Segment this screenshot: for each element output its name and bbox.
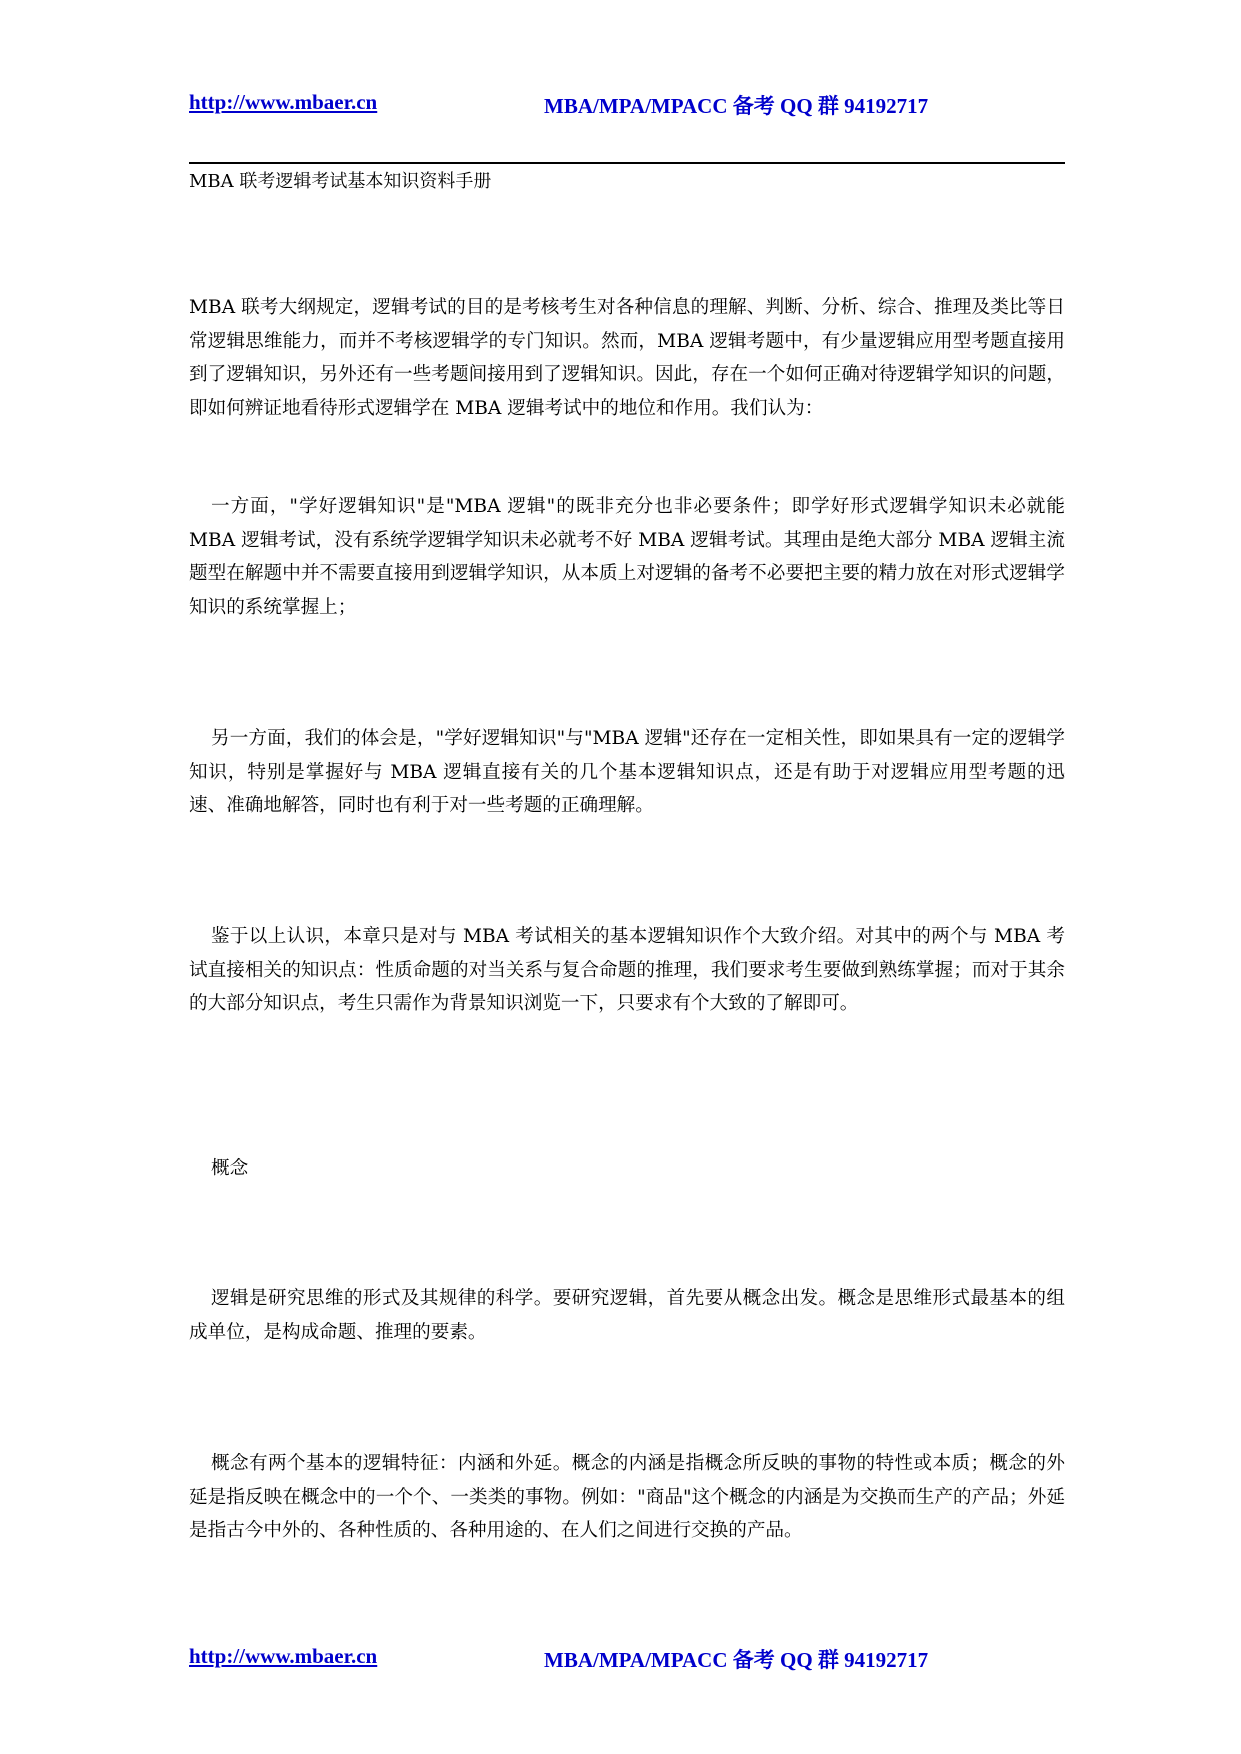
document-title: MBA 联考逻辑考试基本知识资料手册 [189, 171, 492, 192]
page-header [189, 90, 1059, 120]
footer-qq-group: MBA/MPA/MPACC 备考 QQ 群 94192717 [544, 1648, 929, 1672]
header-website-link[interactable]: http://www.mbaer.cn [189, 90, 378, 114]
paragraph-intro: MBA 联考大纲规定，逻辑考试的目的是考核考生对各种信息的理解、判断、分析、综合、推理及类比等日常逻辑思维能力，而并不考核逻辑学的专门知识。然而，MBA 逻辑考题中，有少量逻辑应用型考题直接用到了逻辑知识，另外还有一些考题间接用到了逻辑知识。因此，存在一个如何正确对待逻辑学知识的问题，即如何辨证地看待形式逻辑学在 MBA 逻辑考试中的地位和作用。我们认为： [189, 297, 1065, 419]
paragraph-concept-features: 概念有两个基本的逻辑特征：内涵和外延。概念的内涵是指概念所反映的事物的特性或本质；概念的外延是指反映在概念中的一个个、一类类的事物。例如："商品"这个概念的内涵是为交换而生产的产品；外延是指古今中外的、各种性质的、各种用途的、在人们之间进行交换的产品。 [189, 1453, 1065, 1541]
page-footer [189, 1644, 1059, 1674]
paragraph-conclusion: 鉴于以上认识，本章只是对与 MBA 考试相关的基本逻辑知识作个大致介绍。对其中的两个与 MBA 考试直接相关的知识点：性质命题的对当关系与复合命题的推理，我们要求考生要做到熟练掌握；而对于其余的大部分知识点，考生只需作为背景知识浏览一下，只要求有个大致的了解即可。 [189, 926, 1065, 1014]
header-rule [189, 162, 1065, 164]
paragraph-one-hand: 一方面，"学好逻辑知识"是"MBA 逻辑"的既非充分也非必要条件；即学好形式逻辑学知识未必就能 MBA 逻辑考试，没有系统学逻辑学知识未必就考不好 MBA 逻辑考试。其理由是绝大部分 MBA 逻辑主流题型在解题中并不需要直接用到逻辑学知识，从本质上对逻辑的备考不必要把主要的精力放在对形式逻辑学知识的系统掌握上； [189, 496, 1065, 618]
section-heading-concept: 概念 [211, 1158, 249, 1179]
header-qq-group: MBA/MPA/MPACC 备考 QQ 群 94192717 [544, 94, 929, 118]
paragraph-other-hand: 另一方面，我们的体会是，"学好逻辑知识"与"MBA 逻辑"还存在一定相关性，即如果具有一定的逻辑学知识，特别是掌握好与 MBA 逻辑直接有关的几个基本逻辑知识点，还是有助于对逻辑应用型考题的迅速、准确地解答，同时也有利于对一些考题的正确理解。 [189, 728, 1065, 816]
footer-website-link[interactable]: http://www.mbaer.cn [189, 1644, 378, 1668]
paragraph-logic-definition: 逻辑是研究思维的形式及其规律的科学。要研究逻辑，首先要从概念出发。概念是思维形式最基本的组成单位，是构成命题、推理的要素。 [189, 1288, 1065, 1343]
